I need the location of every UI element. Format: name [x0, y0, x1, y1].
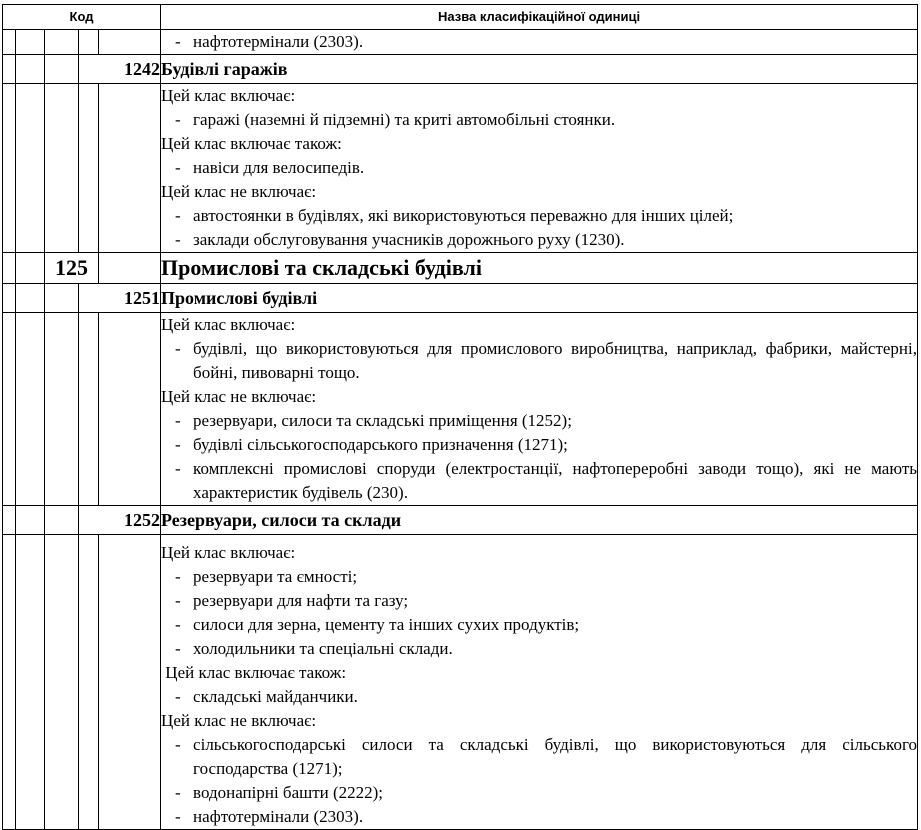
list-item: - резервуари, силоси та складські приміщення (1252);: [175, 411, 572, 430]
header-name: Назва класифікаційної одиниці: [161, 5, 918, 30]
list-item: - сільськогосподарські силоси та складські будівлі, що використовуються для сільського господарства (1271);: [175, 735, 917, 778]
item-list: [161, 565, 917, 661]
group-row-125: [3, 253, 918, 284]
table-header-row: [3, 5, 918, 30]
description-cell: [161, 84, 918, 253]
block-label: Цей клас включає:: [161, 86, 296, 105]
class-title: Промислові будівлі: [161, 284, 918, 313]
list-item: - гаражі (наземні й підземні) та криті автомобільні стоянки.: [175, 110, 616, 129]
block-label: Цей клас включає:: [161, 543, 296, 562]
item-list: [161, 685, 917, 709]
list-item: - будівлі, що використовуються для промислового виробництва, наприклад, фабрики, майстерні, бойні, пивоварні тощо.: [175, 339, 917, 382]
list-item: - автостоянки в будівлях, які використовуються переважно для інших цілей;: [175, 206, 734, 225]
description-cell: [161, 535, 918, 830]
item-list: [161, 204, 917, 252]
block-label: Цей клас не включає:: [161, 711, 317, 730]
header-code: Код: [3, 5, 161, 30]
list-item: - резервуари для нафти та газу;: [175, 591, 409, 610]
list-item: - холодильники та спеціальні склади.: [175, 639, 453, 658]
list-item: - навіси для велосипедів.: [175, 158, 365, 177]
table-row: [3, 313, 918, 506]
list-item: - нафтотермінали (2303).: [175, 807, 364, 826]
description-cell: [161, 313, 918, 506]
class-title: Будівлі гаражів: [161, 55, 918, 84]
list-item: - складські майданчики.: [175, 687, 358, 706]
table-row: [3, 30, 918, 55]
class-code: 1252: [79, 506, 161, 535]
group-title: Промислові та складські будівлі: [161, 253, 918, 284]
item-list: [161, 733, 917, 829]
class-title: Резервуари, силоси та склади: [161, 506, 918, 535]
item-list: [161, 409, 917, 505]
block-label: Цей клас не включає:: [161, 387, 317, 406]
list-item: - нафтотермінали (2303).: [175, 32, 364, 51]
block-label: Цей клас не включає:: [161, 182, 317, 201]
class-row-1242: [3, 55, 918, 84]
block-label: Цей клас включає також:: [161, 134, 342, 153]
item-list: [161, 337, 917, 385]
block-label: Цей клас включає також:: [161, 663, 347, 682]
class-row-1252: [3, 506, 918, 535]
class-code: 1251: [79, 284, 161, 313]
class-row-1251: [3, 284, 918, 313]
description-cell: [161, 30, 918, 55]
item-list: [161, 30, 917, 54]
class-code: 1242: [79, 55, 161, 84]
group-code: 125: [45, 253, 99, 284]
list-item: - заклади обслуговування учасників дорожнього руху (1230).: [175, 230, 625, 249]
block-label: Цей клас включає:: [161, 315, 296, 334]
item-list: [161, 108, 917, 132]
table-row: [3, 535, 918, 830]
list-item: - водонапірні башти (2222);: [175, 783, 384, 802]
list-item: - силоси для зерна, цементу та інших сухих продуктів;: [175, 615, 580, 634]
classification-table: [2, 4, 918, 830]
list-item: - резервуари та ємності;: [175, 567, 358, 586]
list-item: - будівлі сільськогосподарського призначення (1271);: [175, 435, 568, 454]
list-item: - комплексні промислові споруди (електростанції, нафтопереробні заводи тощо), які не мають характеристик будівель (230).: [175, 459, 917, 502]
table-row: [3, 84, 918, 253]
item-list: [161, 156, 917, 180]
